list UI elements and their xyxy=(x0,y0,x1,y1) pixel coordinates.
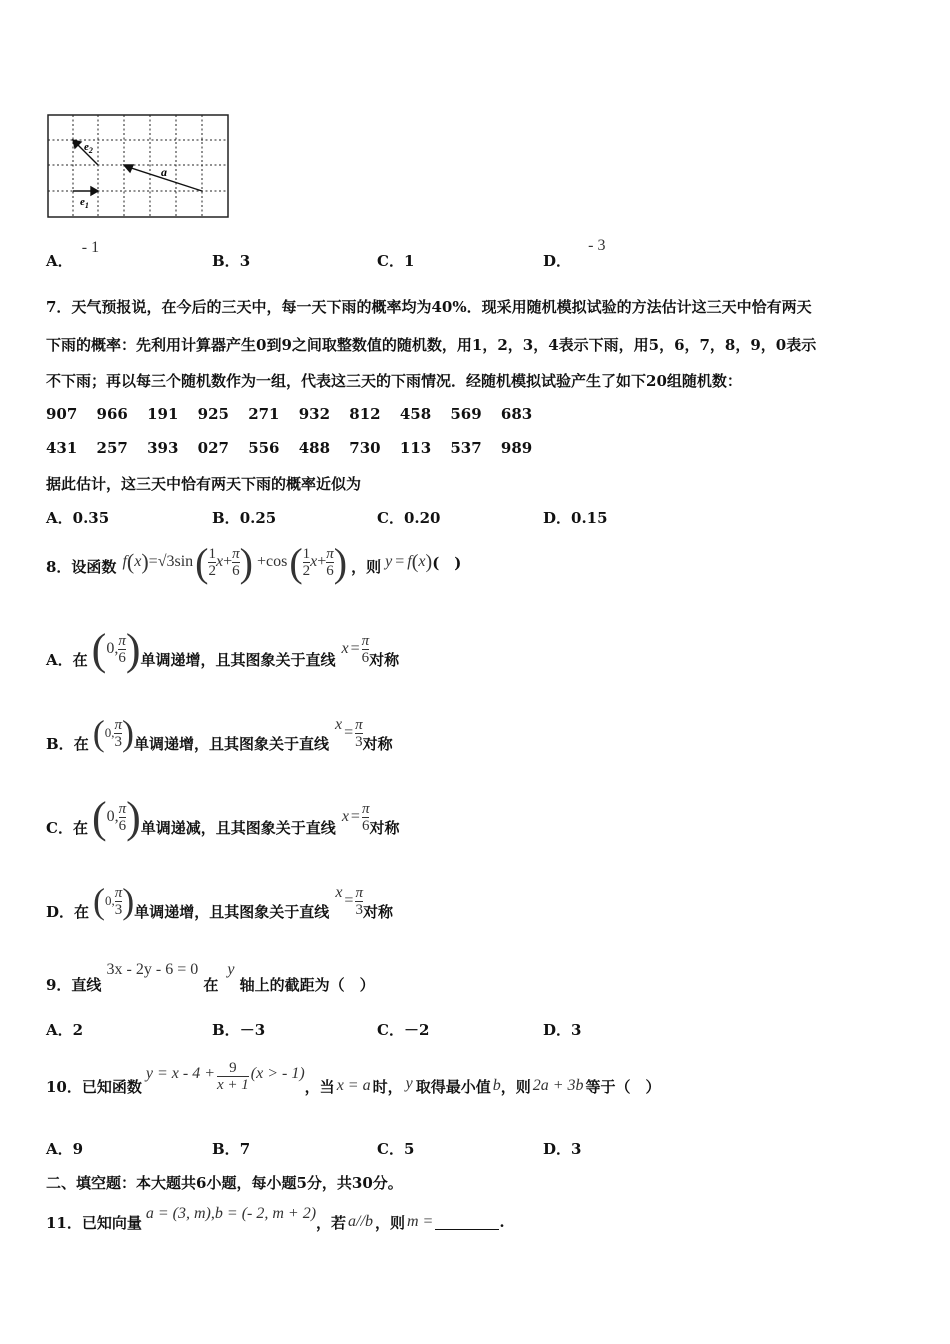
math-eq: = xyxy=(344,724,354,741)
q7-question: 据此估计，这三天中恰有两天下雨的概率近似为 xyxy=(46,475,362,493)
q9-stem xyxy=(46,958,375,994)
numerator: 1 xyxy=(208,545,216,562)
q6-option-c-value: 1 xyxy=(403,252,415,270)
math-frac xyxy=(119,801,127,834)
paren: ( xyxy=(195,539,209,585)
q10-func-left: y = x - 4 + xyxy=(145,1065,215,1082)
q11-comma: , xyxy=(210,1205,215,1222)
denominator: 3 xyxy=(355,901,363,918)
denominator: 6 xyxy=(326,562,334,579)
math-eq: = xyxy=(395,553,405,570)
q11-prefix: 11．已知向量 xyxy=(46,1213,142,1232)
option-value: 0.20 xyxy=(403,509,441,527)
math-zero: 0, xyxy=(105,893,115,908)
option-label: D． xyxy=(543,1140,572,1158)
option-label: D． xyxy=(543,1021,572,1039)
q11-stem xyxy=(46,1196,505,1232)
random-number: 556 xyxy=(248,439,280,457)
q7-random-row-2 xyxy=(46,439,532,457)
q11-then: ，则 xyxy=(374,1213,405,1232)
option-value: 3 xyxy=(571,1021,582,1039)
option-value: 0.15 xyxy=(571,509,608,527)
math-zero: 0, xyxy=(106,640,119,657)
q6-option-c-label: C． xyxy=(377,252,404,270)
q9-prefix: 9．直线 xyxy=(46,976,102,994)
option-label: C． xyxy=(377,1021,404,1039)
math-x: x xyxy=(341,808,349,825)
math-y: y xyxy=(227,961,235,978)
random-number: 812 xyxy=(349,405,381,423)
paren: ) xyxy=(126,792,141,842)
option-label: A． xyxy=(46,1140,73,1158)
math-x: x xyxy=(335,884,343,901)
option-label: B． xyxy=(212,509,240,527)
q6-option-b[interactable] xyxy=(212,250,250,271)
option-value: 0.35 xyxy=(72,509,110,527)
math-eq: = xyxy=(148,553,158,570)
denominator: 6 xyxy=(361,649,370,666)
q10-shi: 时， xyxy=(372,1077,403,1096)
math-frac-half xyxy=(208,546,216,579)
paren: ( xyxy=(91,792,107,842)
option-tail: 对称 xyxy=(362,902,393,921)
denominator: 2 xyxy=(208,562,216,579)
q9-mid: 在 xyxy=(203,976,219,994)
math-frac xyxy=(114,717,122,750)
paren: ( xyxy=(93,881,106,921)
paren: ( xyxy=(289,539,303,585)
option-zai: 在 xyxy=(74,902,90,921)
q10-prefix: 10．已知函数 xyxy=(46,1077,142,1096)
option-label: C． xyxy=(46,818,73,837)
math-frac xyxy=(118,633,126,666)
math-y: y xyxy=(405,1075,413,1092)
random-number: 257 xyxy=(96,439,128,457)
q8-prefix: 8．设函数 xyxy=(46,557,117,576)
q10-option-b[interactable] xyxy=(212,1138,250,1159)
paren: ( xyxy=(91,624,107,674)
random-number: 191 xyxy=(147,405,179,423)
numerator: 1 xyxy=(302,545,311,562)
q6-option-b-value: 3 xyxy=(239,252,251,270)
numerator: 9 xyxy=(229,1059,237,1076)
math-frac xyxy=(355,717,363,750)
q7-line-3: 不下雨；再以每三个随机数作为一组，代表这三天的下雨情况．经随机模拟试验产生了如下20组随机数： xyxy=(46,372,742,390)
option-value: 0.25 xyxy=(239,509,277,527)
q7-line-2: 下雨的概率：先利用计算器产生0到9之间取整数值的随机数，用1，2，3，4表示下雨，用5，6，7，8，9，0表示 xyxy=(46,336,817,354)
denominator: 3 xyxy=(355,733,363,750)
option-text: 单调递增，且其图象关于直线 xyxy=(134,902,330,921)
denominator: 3 xyxy=(114,901,123,918)
option-label: A． xyxy=(46,650,73,669)
q9-option-b[interactable] xyxy=(212,1019,265,1040)
numerator: π xyxy=(232,545,240,562)
math-plus: + xyxy=(223,553,233,570)
paren: ( xyxy=(411,550,419,573)
q11-parallel: a//b xyxy=(348,1213,373,1230)
random-number: 932 xyxy=(298,405,331,423)
option-zai: 在 xyxy=(72,650,88,669)
random-number: 537 xyxy=(450,439,482,457)
q6-option-c[interactable] xyxy=(377,250,414,271)
math-zero: 0, xyxy=(106,808,119,825)
option-value: 9 xyxy=(72,1140,84,1158)
q11-if: ，若 xyxy=(316,1213,347,1232)
section-heading: 二、填空题：本大题共6小题，每小题5分，共30分。 xyxy=(46,1174,403,1192)
denominator: 6 xyxy=(361,817,370,834)
math-f: f xyxy=(407,553,412,570)
option-text: 单调递增，且其图象关于直线 xyxy=(133,734,329,753)
option-label: A． xyxy=(46,509,73,527)
math-x: x xyxy=(310,553,318,570)
random-number: 569 xyxy=(450,405,482,423)
random-number: 458 xyxy=(399,405,432,423)
q11-end: . xyxy=(499,1213,505,1231)
q10-option-c[interactable] xyxy=(377,1138,414,1159)
random-number: 989 xyxy=(500,439,533,457)
numerator: π xyxy=(361,632,370,649)
math-b: b xyxy=(492,1077,501,1094)
random-number: 271 xyxy=(248,405,280,423)
math-cos: cos xyxy=(265,553,288,570)
q7-option-b[interactable] xyxy=(212,507,276,528)
numerator: π xyxy=(114,884,123,901)
option-label: A． xyxy=(46,1021,73,1039)
math-frac-pi6 xyxy=(326,546,334,579)
math-x: x xyxy=(334,716,343,733)
option-label: B． xyxy=(212,1021,240,1039)
option-tail: 对称 xyxy=(369,650,400,669)
random-number: 730 xyxy=(349,439,381,457)
math-sin: sin xyxy=(174,553,194,570)
q10-when: ，当 xyxy=(304,1077,335,1096)
random-number: 683 xyxy=(500,405,533,423)
numerator: π xyxy=(355,716,363,733)
q6-option-d-label: D． xyxy=(543,252,572,270)
q6-option-a-label: A． xyxy=(46,252,73,270)
paren: ) xyxy=(122,881,135,921)
random-number: 113 xyxy=(399,439,432,457)
denominator: 2 xyxy=(302,562,311,579)
random-number: 027 xyxy=(197,439,229,457)
math-y: y xyxy=(385,553,393,570)
paren: ( xyxy=(92,713,105,753)
q7-line-1: 7．天气预报说，在今后的三天中，每一天下雨的概率均为40%．现采用随机模拟试验的方法估计这三天中恰有两天 xyxy=(46,298,812,316)
q8-option-a[interactable] xyxy=(46,624,399,674)
numerator: π xyxy=(118,800,127,817)
paren: ) xyxy=(121,713,134,753)
denominator: 3 xyxy=(114,733,122,750)
option-zai: 在 xyxy=(72,818,88,837)
option-label: C． xyxy=(377,509,404,527)
q11-m-eq: m = xyxy=(406,1213,434,1230)
option-value: －3 xyxy=(239,1021,266,1039)
math-frac-pi6 xyxy=(232,546,240,579)
q10-frac xyxy=(217,1060,249,1093)
denominator: x + 1 xyxy=(217,1076,249,1093)
option-label: D． xyxy=(46,902,75,921)
q6-option-b-label: B． xyxy=(212,252,240,270)
q10-stem xyxy=(46,1054,661,1098)
q9-option-d[interactable] xyxy=(543,1019,581,1040)
random-number: 488 xyxy=(298,439,331,457)
option-label: C． xyxy=(377,1140,404,1158)
math-f: f xyxy=(122,553,127,570)
q10-x-eq-a: x = a xyxy=(336,1077,371,1094)
paren: ( xyxy=(126,549,135,574)
math-frac xyxy=(355,885,363,918)
q9-option-c[interactable] xyxy=(377,1019,429,1040)
option-value: 5 xyxy=(403,1140,415,1158)
q6-option-d-value: - 3 xyxy=(588,237,606,254)
option-value: －2 xyxy=(403,1021,430,1039)
option-tail: 对称 xyxy=(369,818,400,837)
q8-option-d[interactable] xyxy=(46,876,393,926)
label-a: a xyxy=(161,165,167,179)
math-zero: 0, xyxy=(104,725,115,740)
paren: ) xyxy=(125,624,141,674)
q8-then: ，则 xyxy=(351,557,382,576)
q6-option-a[interactable] xyxy=(46,236,100,270)
math-x: x xyxy=(418,553,426,570)
math-eq: = xyxy=(350,640,360,657)
option-label: B． xyxy=(46,734,74,753)
math-frac xyxy=(115,885,123,918)
q10-suffix: 等于（ ） xyxy=(585,1077,661,1096)
option-value: 2 xyxy=(72,1021,84,1039)
denominator: 6 xyxy=(118,817,127,834)
option-label: D． xyxy=(543,509,572,527)
math-x: x xyxy=(341,640,349,657)
q6-option-a-value: - 1 xyxy=(81,239,100,256)
option-value: 7 xyxy=(239,1140,251,1158)
option-label: B． xyxy=(212,1140,240,1158)
random-number: 431 xyxy=(46,439,78,457)
random-number: 966 xyxy=(96,405,128,423)
random-number: 925 xyxy=(197,405,229,423)
q10-min: 取得最小值 xyxy=(415,1077,491,1096)
q10-option-d[interactable] xyxy=(543,1138,581,1159)
q10-expr: 2a + 3b xyxy=(532,1077,584,1094)
q8-option-c[interactable] xyxy=(46,792,399,842)
numerator: π xyxy=(118,632,126,649)
math-x: x xyxy=(215,553,224,570)
paren: ) xyxy=(239,539,253,585)
option-tail: 对称 xyxy=(362,734,393,753)
q9-equation: 3x - 2y - 6 = 0 xyxy=(106,961,199,978)
option-zai: 在 xyxy=(73,734,89,753)
answer-blank[interactable] xyxy=(435,1215,499,1230)
random-number: 907 xyxy=(46,405,78,423)
q10-then: ，则 xyxy=(500,1077,531,1096)
numerator: π xyxy=(326,545,334,562)
denominator: 6 xyxy=(232,562,240,579)
q11-vector-a: a = (3, m) xyxy=(145,1205,211,1222)
math-plus: + xyxy=(256,553,266,570)
q7-option-d[interactable] xyxy=(543,507,608,528)
q6-option-d[interactable] xyxy=(543,234,606,270)
q7-option-c[interactable] xyxy=(377,507,441,528)
q7-option-a[interactable] xyxy=(46,507,109,528)
option-text: 单调递减，且其图象关于直线 xyxy=(140,818,336,837)
label-e2: $e_2$ xyxy=(84,141,93,155)
label-e1: $e_1$ xyxy=(80,196,89,210)
q11-vector-b: b = (- 2, m + 2) xyxy=(214,1205,317,1222)
q10-domain: (x > - 1) xyxy=(250,1065,305,1082)
paren: ) xyxy=(141,549,149,574)
random-number: 393 xyxy=(147,439,179,457)
math-eq: = xyxy=(344,892,354,909)
numerator: π xyxy=(114,716,122,733)
q8-stem xyxy=(46,540,461,584)
q9-suffix: 轴上的截距为（ ） xyxy=(239,976,375,994)
numerator: π xyxy=(355,884,363,901)
math-eq: = xyxy=(350,808,360,825)
numerator: π xyxy=(361,800,370,817)
q9-option-a[interactable] xyxy=(46,1019,83,1040)
paren: ) xyxy=(333,539,348,585)
q8-answer-paren: ( ) xyxy=(432,553,462,572)
q10-option-a[interactable] xyxy=(46,1138,83,1159)
math-plus: + xyxy=(317,553,327,570)
vector-grid-figure xyxy=(47,114,229,218)
option-text: 单调递增，且其图象关于直线 xyxy=(140,650,336,669)
option-value: 3 xyxy=(571,1140,582,1158)
paren: ) xyxy=(425,550,433,573)
q8-option-b[interactable] xyxy=(46,708,393,758)
math-sqrt3: √3 xyxy=(157,553,175,570)
denominator: 6 xyxy=(118,649,126,666)
math-x: x xyxy=(134,553,142,570)
q7-random-row-1 xyxy=(46,405,532,423)
